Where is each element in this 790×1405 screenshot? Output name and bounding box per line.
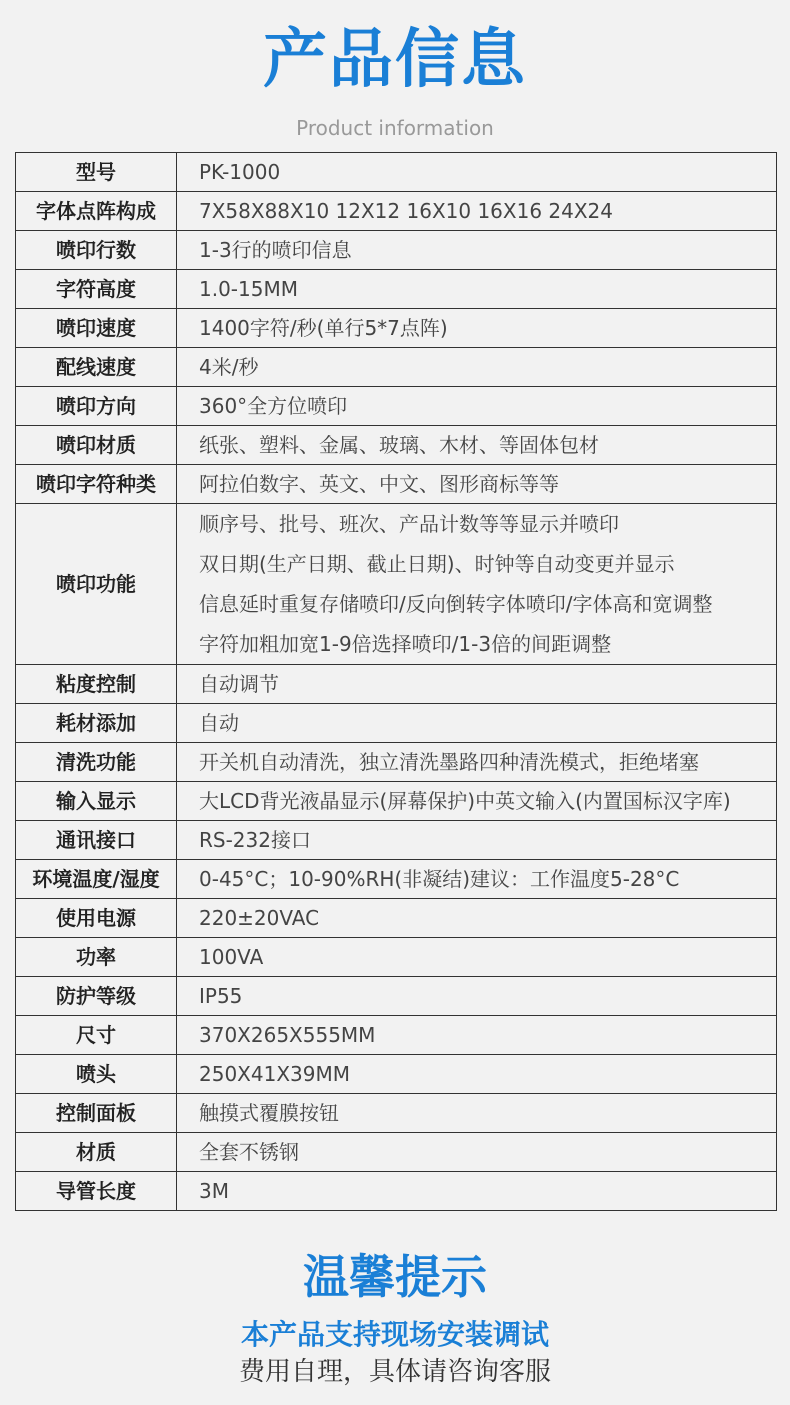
spec-table-body: [16, 153, 777, 1211]
spec-label: 喷印材质: [16, 426, 177, 465]
spec-row: [16, 426, 777, 465]
spec-row: [16, 899, 777, 938]
spec-table: [15, 152, 777, 1211]
spec-label: 使用电源: [16, 899, 177, 938]
tip-install-note: 本产品支持现场安装调试: [240, 1318, 549, 1351]
spec-row: [16, 231, 777, 270]
page-title: 产品信息: [263, 23, 527, 97]
spec-value: 370X265X555MM: [177, 1016, 777, 1055]
spec-value: 1.0-15MM: [177, 270, 777, 309]
spec-value: 1-3行的喷印信息: [177, 231, 777, 270]
spec-label: 字体点阵构成: [16, 192, 177, 231]
spec-value: 开关机自动清洗，独立清洗墨路四种清洗模式，拒绝堵塞: [177, 743, 777, 782]
spec-value: 1400字符/秒(单行5*7点阵): [177, 309, 777, 348]
spec-value: 阿拉伯数字、英文、中文、图形商标等等: [177, 465, 777, 504]
spec-row: [16, 504, 777, 665]
spec-label: 喷头: [16, 1055, 177, 1094]
spec-row: [16, 665, 777, 704]
spec-value: RS-232接口: [177, 821, 777, 860]
spec-label: 通讯接口: [16, 821, 177, 860]
spec-value: 0-45°C；10-90%RH(非凝结)建议：工作温度5-28°C: [177, 860, 777, 899]
spec-label: 粘度控制: [16, 665, 177, 704]
spec-label: 型号: [16, 153, 177, 192]
spec-label: 喷印速度: [16, 309, 177, 348]
spec-row: [16, 387, 777, 426]
spec-value: 250X41X39MM: [177, 1055, 777, 1094]
spec-row: [16, 270, 777, 309]
spec-label: 防护等级: [16, 977, 177, 1016]
spec-value-line: 顺序号、批号、班次、产品计数等等显示并喷印: [199, 512, 619, 536]
spec-value: 自动调节: [177, 665, 777, 704]
page-subtitle: Product information: [296, 116, 494, 140]
spec-value: 大LCD背光液晶显示(屏幕保护)中英文输入(内置国标汉字库): [177, 782, 777, 821]
spec-value-line: 信息延时重复存储喷印/反向倒转字体喷印/字体高和宽调整: [199, 592, 713, 616]
spec-row: [16, 821, 777, 860]
spec-row: [16, 348, 777, 387]
spec-value-multiline: [177, 504, 777, 665]
spec-value: 360°全方位喷印: [177, 387, 777, 426]
spec-value: IP55: [177, 977, 777, 1016]
spec-row: [16, 1172, 777, 1211]
spec-label: 输入显示: [16, 782, 177, 821]
spec-label: 字符高度: [16, 270, 177, 309]
spec-label: 清洗功能: [16, 743, 177, 782]
spec-value: 3M: [177, 1172, 777, 1211]
spec-value: 7X58X88X10 12X12 16X10 16X16 24X24: [177, 192, 777, 231]
spec-row: [16, 309, 777, 348]
spec-label: 导管长度: [16, 1172, 177, 1211]
spec-label: 环境温度/湿度: [16, 860, 177, 899]
spec-value: 220±20VAC: [177, 899, 777, 938]
spec-row: [16, 153, 777, 192]
spec-row: [16, 938, 777, 977]
spec-label: 耗材添加: [16, 704, 177, 743]
spec-label: 喷印字符种类: [16, 465, 177, 504]
spec-row: [16, 782, 777, 821]
spec-label: 材质: [16, 1133, 177, 1172]
spec-row: [16, 1055, 777, 1094]
spec-value: 4米/秒: [177, 348, 777, 387]
spec-value: 自动: [177, 704, 777, 743]
spec-value: 全套不锈钢: [177, 1133, 777, 1172]
spec-row: [16, 977, 777, 1016]
spec-value: 100VA: [177, 938, 777, 977]
spec-label: 控制面板: [16, 1094, 177, 1133]
spec-value: 触摸式覆膜按钮: [177, 1094, 777, 1133]
spec-row: [16, 1016, 777, 1055]
spec-row: [16, 860, 777, 899]
spec-row: [16, 465, 777, 504]
spec-value: 纸张、塑料、金属、玻璃、木材、等固体包材: [177, 426, 777, 465]
tip-contact-note: 费用自理，具体请咨询客服: [238, 1357, 551, 1387]
spec-row: [16, 192, 777, 231]
spec-label: 功率: [16, 938, 177, 977]
spec-row: [16, 743, 777, 782]
spec-value-line: 字符加粗加宽1-9倍选择喷印/1-3倍的间距调整: [199, 632, 612, 656]
spec-label: 喷印功能: [16, 504, 177, 665]
spec-value: PK-1000: [177, 153, 777, 192]
spec-label: 喷印方向: [16, 387, 177, 426]
spec-label: 配线速度: [16, 348, 177, 387]
spec-row: [16, 704, 777, 743]
spec-label: 尺寸: [16, 1016, 177, 1055]
spec-label: 喷印行数: [16, 231, 177, 270]
spec-row: [16, 1094, 777, 1133]
spec-row: [16, 1133, 777, 1172]
spec-value-line: 双日期(生产日期、截止日期)、时钟等自动变更并显示: [199, 552, 675, 576]
tip-title: 温馨提示: [303, 1250, 487, 1304]
